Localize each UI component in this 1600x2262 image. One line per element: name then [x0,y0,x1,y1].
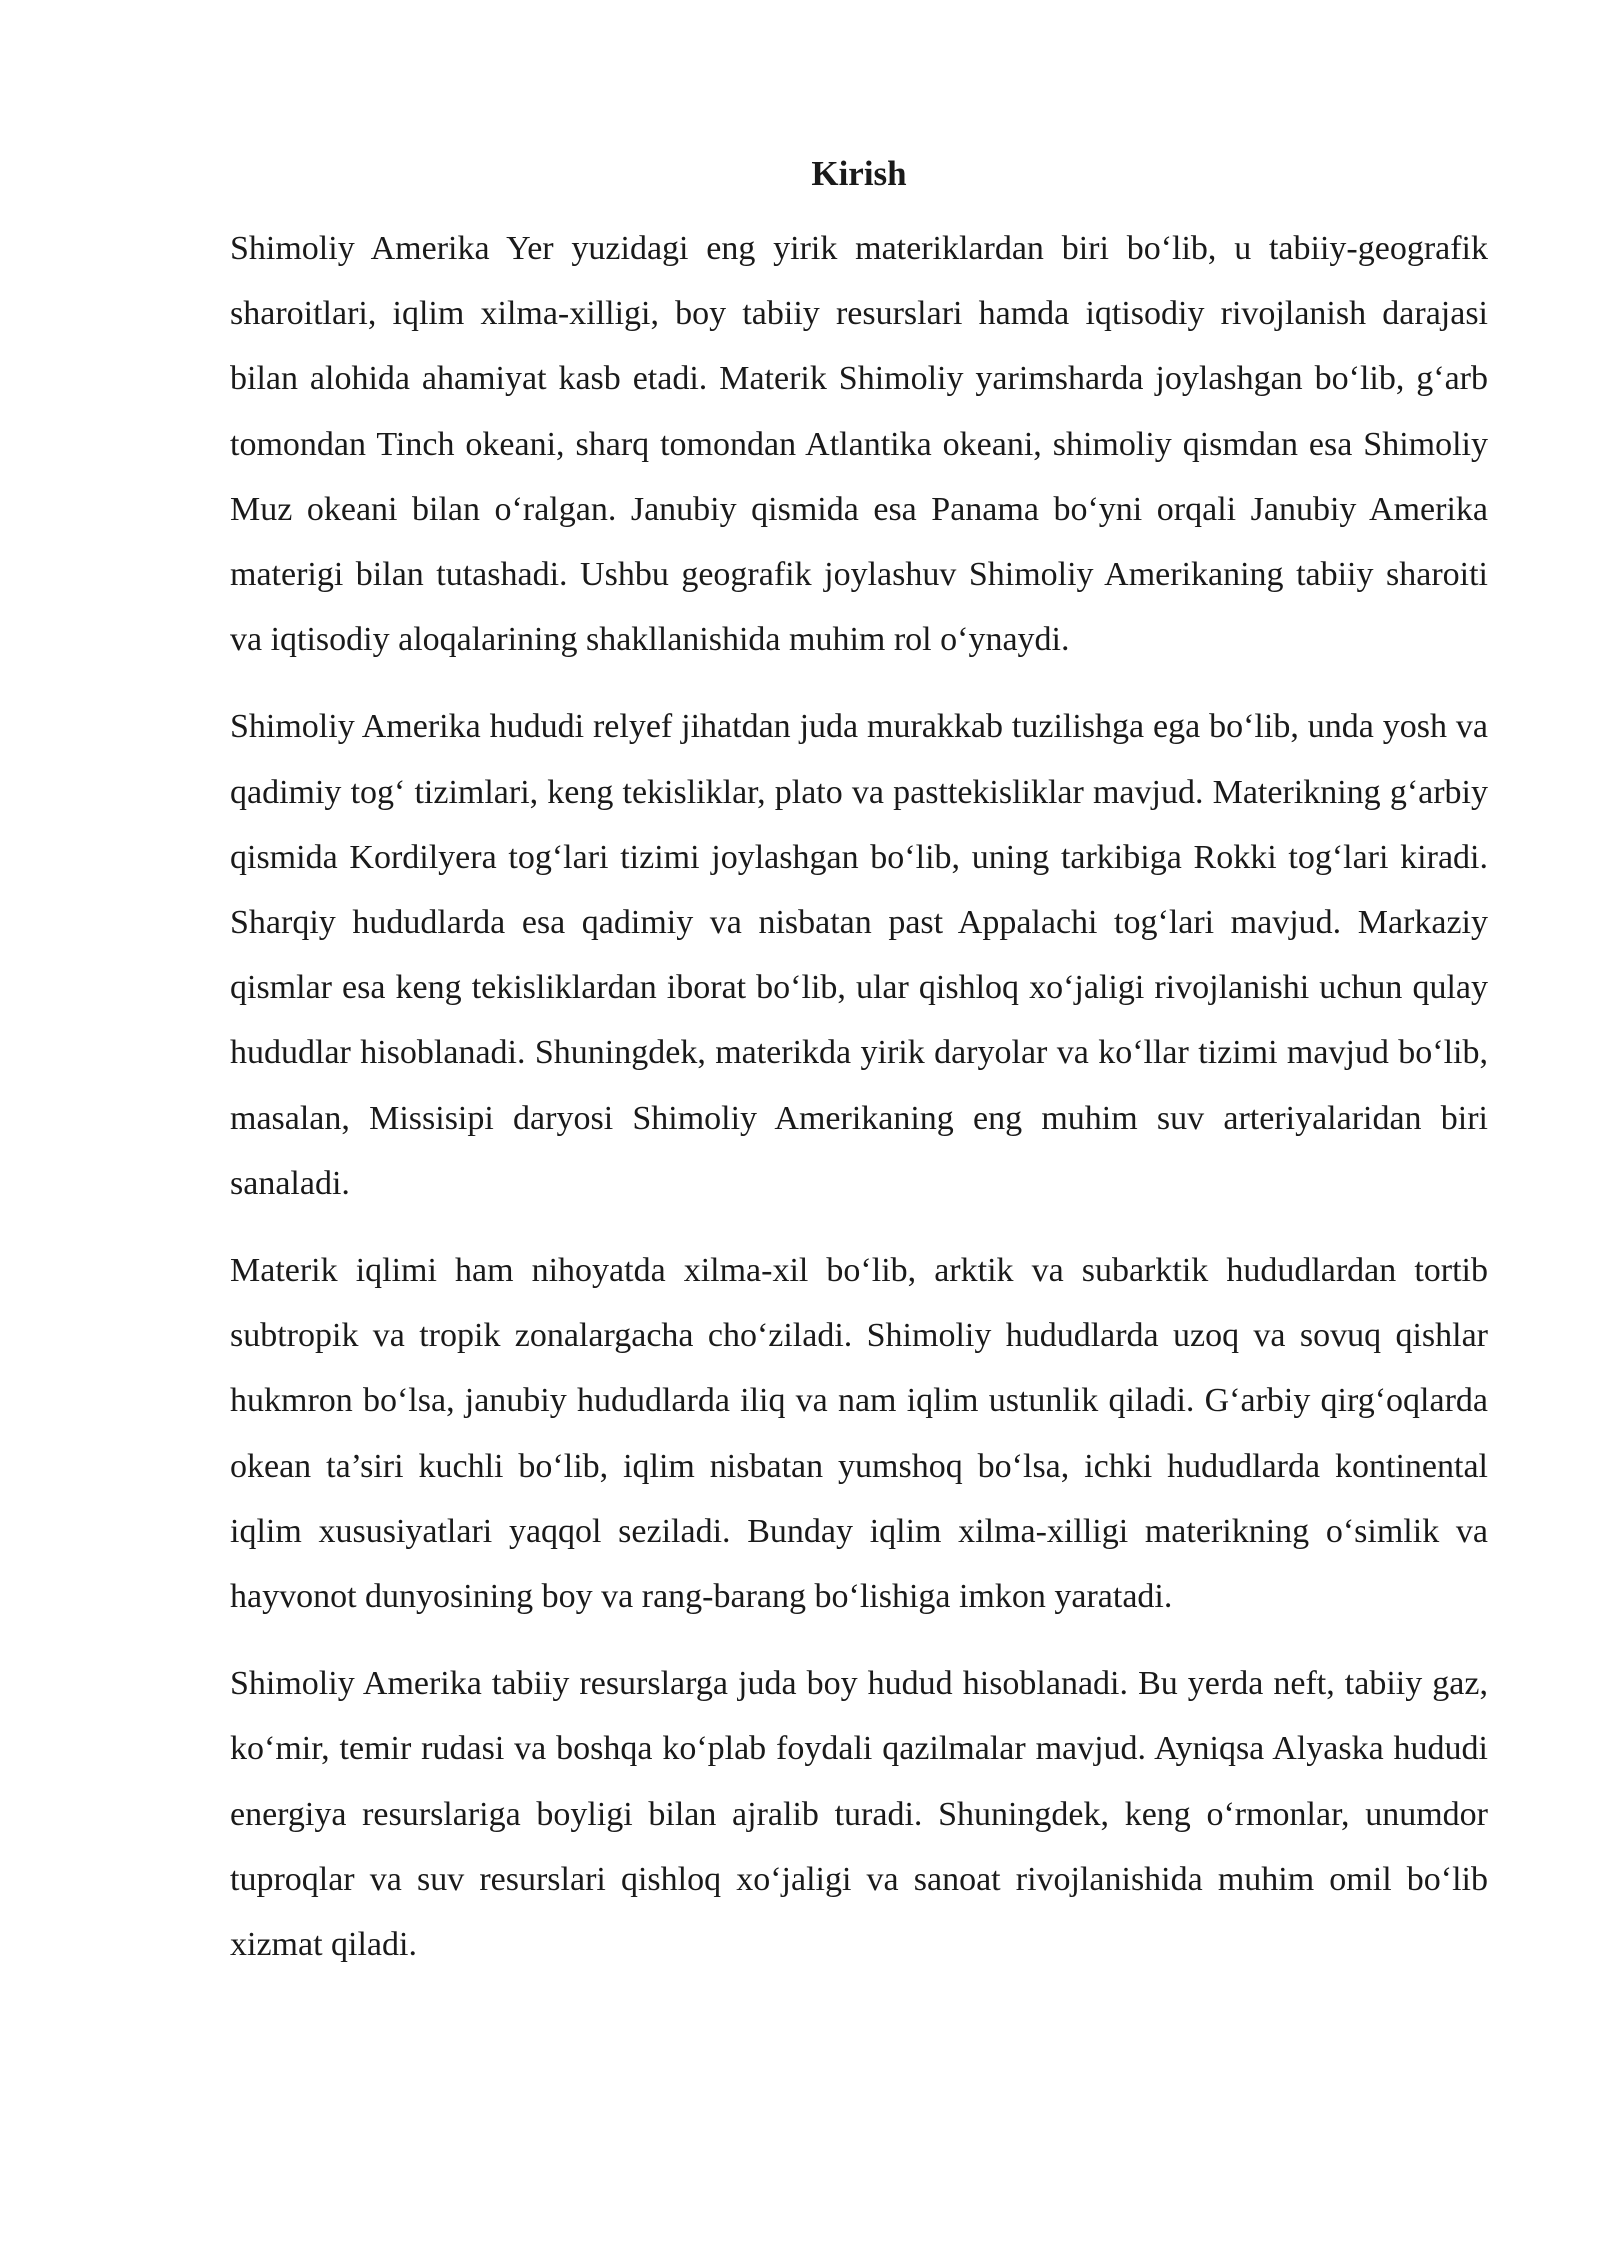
paragraph-1: Shimoliy Amerika Yer yuzidagi eng yirik materiklardan biri bo‘lib, u tabiiy-geografik sharoitlari, iqlim xilma-xilligi, boy tabiiy resurslari hamda iqtisodiy rivojlanish darajasi bilan alohida ahamiyat kasb etadi. Materik Shimoliy yarimsharda joylashgan bo‘lib, g‘arb tomondan Tinch okeani, sharq tomondan Atlantika okeani, shimoliy qismdan esa Shimoliy Muz okeani bilan o‘ralgan. Janubiy qismida esa Panama bo‘yni orqali Janubiy Amerika materigi bilan tutashadi. Ushbu geografik joylashuv Shimoliy Amerikaning tabiiy sharoiti va iqtisodiy aloqalarining shakllanishida muhim rol o‘ynaydi. [230,230,1488,659]
paragraph-4: Shimoliy Amerika tabiiy resurslarga juda boy hudud hisoblanadi. Bu yerda neft, tabiiy gaz, ko‘mir, temir rudasi va boshqa ko‘plab foydali qazilmalar mavjud. Ayniqsa Alyaska hududi energiya resurslariga boyligi bilan ajralib turadi. Shuningdek, keng o‘rmonlar, unumdor tuproqlar va suv resurslari qishloq xo‘jaligi va sanoat rivojlanishida muhim omil bo‘lib xizmat qiladi. [230,1665,1488,1964]
paragraph-3: Materik iqlimi ham nihoyatda xilma-xil bo‘lib, arktik va subarktik hududlardan tortib subtropik va tropik zonalargacha cho‘ziladi. Shimoliy hududlarda uzoq va sovuq qishlar hukmron bo‘lsa, janubiy hududlarda iliq va nam iqlim ustunlik qiladi. G‘arbiy qirg‘oqlarda okean ta’siri kuchli bo‘lib, iqlim nisbatan yumshoq bo‘lsa, ichki hududlarda kontinental iqlim xususiyatlari yaqqol seziladi. Bunday iqlim xilma-xilligi materikning o‘simlik va hayvonot dunyosining boy va rang-barang bo‘lishiga imkon yaratadi. [230,1252,1488,1616]
page-title: Kirish [811,154,907,193]
paragraph-2: Shimoliy Amerika hududi relyef jihatdan juda murakkab tuzilishga ega bo‘lib, unda yosh va qadimiy tog‘ tizimlari, keng tekisliklar, plato va pasttekisliklar mavjud. Materikning g‘arbiy qismida Kordilyera tog‘lari tizimi joylashgan bo‘lib, uning tarkibiga Rokki tog‘lari kiradi. Sharqiy hududlarda esa qadimiy va nisbatan past Appalachi tog‘lari mavjud. Markaziy qismlar esa keng tekisliklardan iborat bo‘lib, ular qishloq xo‘jaligi rivojlanishi uchun qulay hududlar hisoblanadi. Shuningdek, materikda yirik daryolar va ko‘llar tizimi mavjud bo‘lib, masalan, Missisipi daryosi Shimoliy Amerikaning eng muhim suv arteriyalaridan biri sanaladi. [230,708,1488,1202]
